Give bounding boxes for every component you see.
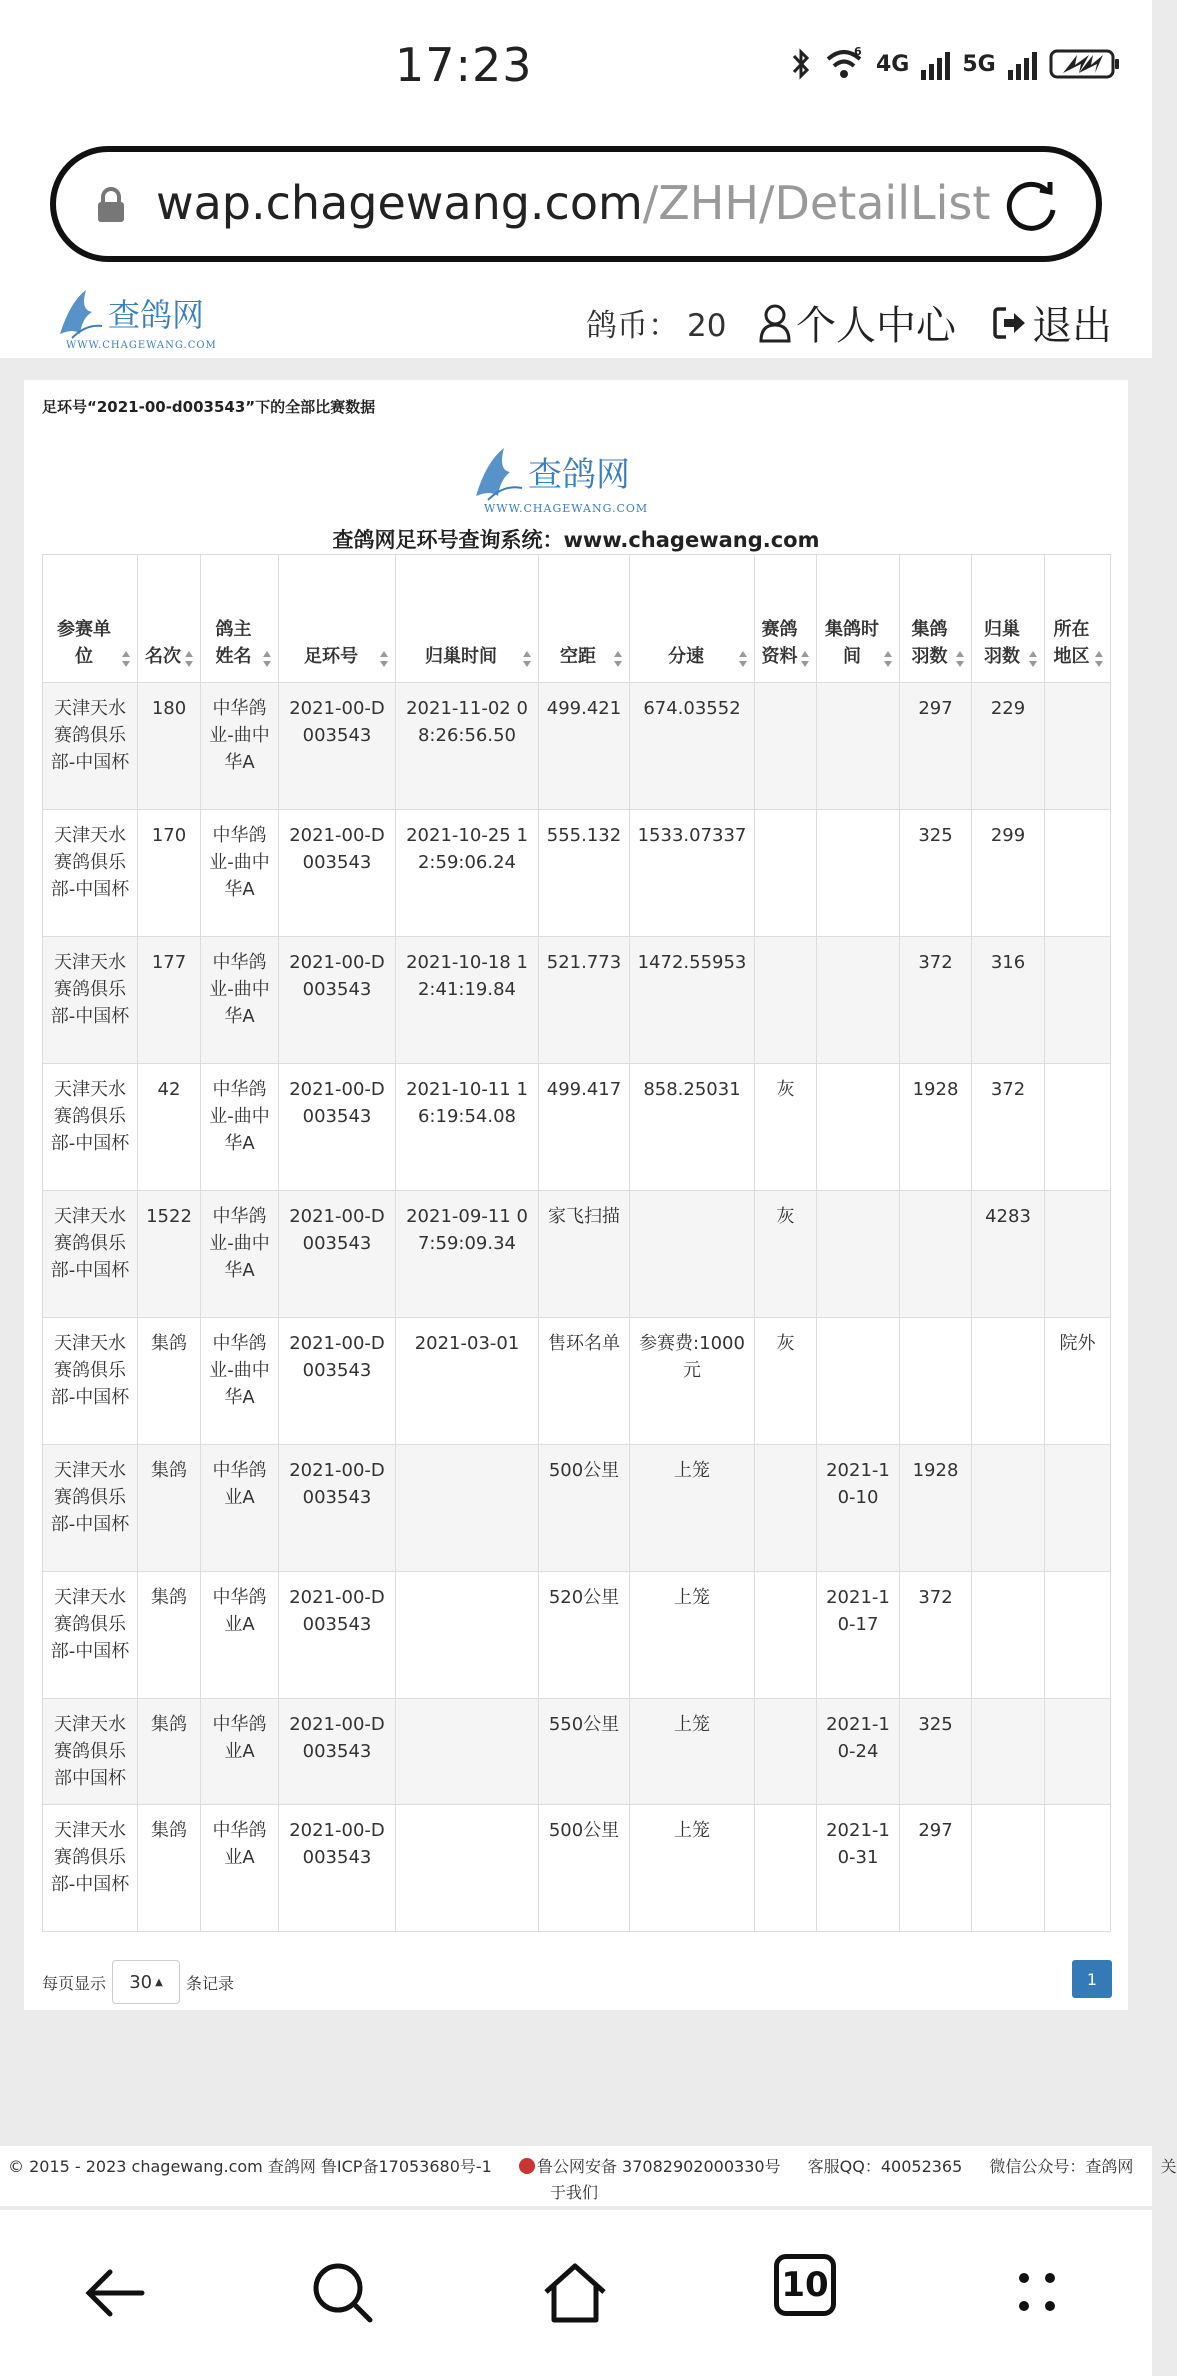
table-cell: 院外 bbox=[1045, 1318, 1111, 1445]
browser-bottom-nav bbox=[0, 2210, 1152, 2376]
table-cell: 参赛费:1000元 bbox=[630, 1318, 755, 1445]
table-row bbox=[43, 1572, 1111, 1699]
sort-icon bbox=[800, 650, 810, 668]
column-header[interactable] bbox=[900, 555, 972, 683]
footer-qq: 客服QQ：40052365 bbox=[807, 2157, 963, 2176]
table-cell bbox=[972, 1699, 1045, 1805]
column-header-label: 归巢时间 bbox=[425, 646, 497, 667]
table-cell: 集鸽 bbox=[138, 1318, 201, 1445]
table-cell: 天津天水赛鸽俱乐部-中国杯 bbox=[43, 1191, 138, 1318]
column-header[interactable] bbox=[396, 555, 539, 683]
table-cell: 372 bbox=[900, 937, 972, 1064]
table-cell bbox=[1045, 1064, 1111, 1191]
signal-bars-icon-2 bbox=[1008, 48, 1037, 80]
table-cell bbox=[755, 683, 817, 810]
table-cell: 中华鸽业-曲中华A bbox=[201, 683, 279, 810]
table-cell: 500公里 bbox=[539, 1805, 630, 1932]
table-cell bbox=[900, 1318, 972, 1445]
table-cell: 天津天水赛鸽俱乐部-中国杯 bbox=[43, 810, 138, 937]
footer-police[interactable] bbox=[519, 2157, 781, 2176]
table-cell bbox=[817, 937, 900, 1064]
table-cell: 中华鸽业-曲中华A bbox=[201, 937, 279, 1064]
page-size-select[interactable] bbox=[112, 1960, 180, 2004]
table-cell: 299 bbox=[972, 810, 1045, 937]
table-cell: 中华鸽业A bbox=[201, 1445, 279, 1572]
results-table bbox=[42, 554, 1111, 1932]
table-cell: 297 bbox=[900, 683, 972, 810]
table-cell bbox=[972, 1445, 1045, 1572]
table-cell: 中华鸽业-曲中华A bbox=[201, 1191, 279, 1318]
table-cell: 天津天水赛鸽俱乐部-中国杯 bbox=[43, 1572, 138, 1699]
table-cell bbox=[817, 810, 900, 937]
footer-copyright: © 2015 - 2023 chagewang.com 查鸽网 鲁ICP备17053680号-1 bbox=[8, 2157, 492, 2176]
table-cell bbox=[755, 1699, 817, 1805]
table-cell: 天津天水赛鸽俱乐部-中国杯 bbox=[43, 1445, 138, 1572]
table-cell: 499.417 bbox=[539, 1064, 630, 1191]
sort-icon bbox=[883, 650, 893, 668]
table-cell: 天津天水赛鸽俱乐部-中国杯 bbox=[43, 683, 138, 810]
table-cell: 天津天水赛鸽俱乐部-中国杯 bbox=[43, 1805, 138, 1932]
table-cell: 325 bbox=[900, 810, 972, 937]
column-header[interactable] bbox=[539, 555, 630, 683]
site-header bbox=[0, 280, 1152, 358]
table-cell: 1928 bbox=[900, 1064, 972, 1191]
table-cell: 2021-03-01 bbox=[396, 1318, 539, 1445]
system-title: 查鸽网足环号查询系统：www.chagewang.com bbox=[332, 528, 820, 552]
table-cell: 中华鸽业-曲中华A bbox=[201, 1064, 279, 1191]
column-header-label: 赛鸽资料 bbox=[761, 619, 798, 667]
browser-toolbar bbox=[0, 130, 1152, 280]
column-header[interactable] bbox=[630, 555, 755, 683]
center-logo bbox=[466, 442, 686, 518]
column-header[interactable] bbox=[972, 555, 1045, 683]
table-cell: 316 bbox=[972, 937, 1045, 1064]
battery-charging-icon bbox=[1049, 47, 1121, 81]
site-footer bbox=[0, 2146, 1177, 2206]
column-header[interactable] bbox=[755, 555, 817, 683]
table-cell: 550公里 bbox=[539, 1699, 630, 1805]
table-cell: 中华鸽业-曲中华A bbox=[201, 1318, 279, 1445]
url-host: wap.chagewang.com bbox=[156, 176, 643, 230]
site-logo[interactable] bbox=[52, 284, 252, 354]
table-cell bbox=[817, 683, 900, 810]
dove-logo-icon-large bbox=[466, 442, 686, 518]
table-cell: 中华鸽业-曲中华A bbox=[201, 810, 279, 937]
column-header-label: 鸽主姓名 bbox=[215, 619, 252, 667]
table-row bbox=[43, 1805, 1111, 1932]
footer-police-text: 鲁公网安备 37082902000330号 bbox=[536, 2157, 781, 2176]
sort-icon bbox=[379, 650, 389, 668]
table-cell: 2021-00-D003543 bbox=[279, 810, 396, 937]
table-cell: 2021-10-31 bbox=[817, 1805, 900, 1932]
center-logo-text: 查鸽网 bbox=[528, 455, 630, 495]
column-header[interactable] bbox=[817, 555, 900, 683]
reload-icon[interactable] bbox=[1000, 174, 1062, 236]
table-cell: 上笼 bbox=[630, 1572, 755, 1699]
police-badge-icon bbox=[519, 2158, 535, 2174]
table-cell: 2021-10-10 bbox=[817, 1445, 900, 1572]
table-cell: 2021-10-25 12:59:06.24 bbox=[396, 810, 539, 937]
table-cell: 2021-00-D003543 bbox=[279, 1445, 396, 1572]
table-cell: 1472.55953 bbox=[630, 937, 755, 1064]
footer-about-b[interactable]: 于我们 bbox=[550, 2183, 599, 2202]
table-cell bbox=[1045, 1805, 1111, 1932]
url-path: /ZHH/DetailList bbox=[642, 176, 991, 230]
table-cell: 499.421 bbox=[539, 683, 630, 810]
sort-icon bbox=[522, 650, 532, 668]
table-cell: 2021-00-D003543 bbox=[279, 683, 396, 810]
table-cell: 555.132 bbox=[539, 810, 630, 937]
table-cell: 4283 bbox=[972, 1191, 1045, 1318]
table-cell: 中华鸽业A bbox=[201, 1572, 279, 1699]
table-cell: 2021-00-D003543 bbox=[279, 937, 396, 1064]
table-cell: 520公里 bbox=[539, 1572, 630, 1699]
sort-icon bbox=[1094, 650, 1104, 668]
table-cell bbox=[900, 1191, 972, 1318]
table-cell bbox=[1045, 1699, 1111, 1805]
table-cell: 上笼 bbox=[630, 1445, 755, 1572]
table-cell: 674.03552 bbox=[630, 683, 755, 810]
table-cell: 中华鸽业A bbox=[201, 1805, 279, 1932]
search-icon[interactable] bbox=[308, 2258, 378, 2328]
table-cell: 2021-00-D003543 bbox=[279, 1699, 396, 1805]
table-row bbox=[43, 1191, 1111, 1318]
column-header-label: 足环号 bbox=[304, 646, 358, 667]
table-cell: 灰 bbox=[755, 1191, 817, 1318]
table-cell: 天津天水赛鸽俱乐部-中国杯 bbox=[43, 1064, 138, 1191]
table-row bbox=[43, 683, 1111, 810]
bluetooth-icon bbox=[790, 47, 812, 81]
table-cell: 2021-00-D003543 bbox=[279, 1191, 396, 1318]
user-icon bbox=[758, 303, 792, 343]
table-cell bbox=[1045, 1191, 1111, 1318]
table-cell: 2021-09-11 07:59:09.34 bbox=[396, 1191, 539, 1318]
table-cell: 集鸽 bbox=[138, 1805, 201, 1932]
table-cell bbox=[755, 810, 817, 937]
table-cell bbox=[755, 1805, 817, 1932]
coins-label: 鸽币： bbox=[586, 308, 679, 344]
sort-icon bbox=[738, 650, 748, 668]
dove-logo-icon bbox=[52, 284, 252, 354]
table-cell: 170 bbox=[138, 810, 201, 937]
lock-icon bbox=[94, 186, 128, 224]
column-header[interactable] bbox=[279, 555, 396, 683]
table-cell: 521.773 bbox=[539, 937, 630, 1064]
table-cell: 集鸽 bbox=[138, 1699, 201, 1805]
page-size-value: 30 bbox=[129, 1971, 153, 1993]
column-header-label: 集鸽时间 bbox=[825, 619, 879, 667]
table-cell: 集鸽 bbox=[138, 1572, 201, 1699]
table-cell bbox=[972, 1572, 1045, 1699]
table-cell bbox=[817, 1318, 900, 1445]
network-5g-label: 5G bbox=[962, 51, 996, 77]
back-arrow-icon[interactable] bbox=[80, 2258, 150, 2328]
table-cell bbox=[755, 1572, 817, 1699]
table-cell bbox=[1045, 683, 1111, 810]
table-cell: 天津天水赛鸽俱乐部中国杯 bbox=[43, 1699, 138, 1805]
table-cell bbox=[755, 937, 817, 1064]
signal-bars-icon bbox=[921, 48, 950, 80]
logout-label: 退出 bbox=[1032, 303, 1112, 349]
table-cell: 灰 bbox=[755, 1064, 817, 1191]
table-cell: 天津天水赛鸽俱乐部-中国杯 bbox=[43, 1318, 138, 1445]
table-cell bbox=[1045, 1572, 1111, 1699]
table-cell: 中华鸽业A bbox=[201, 1699, 279, 1805]
table-cell: 1928 bbox=[900, 1445, 972, 1572]
column-header-label: 名次 bbox=[145, 646, 181, 667]
table-row bbox=[43, 810, 1111, 937]
column-header[interactable] bbox=[138, 555, 201, 683]
table-cell: 2021-00-D003543 bbox=[279, 1805, 396, 1932]
results-panel bbox=[24, 380, 1128, 2010]
table-row bbox=[43, 1445, 1111, 1572]
network-4g-label: 4G bbox=[876, 51, 910, 77]
sort-icon bbox=[613, 650, 623, 668]
table-cell: 家飞扫描 bbox=[539, 1191, 630, 1318]
logout-icon bbox=[992, 305, 1028, 341]
table-row bbox=[43, 1699, 1111, 1805]
table-cell: 2021-10-24 bbox=[817, 1699, 900, 1805]
table-cell: 372 bbox=[972, 1064, 1045, 1191]
menu-dots-icon[interactable] bbox=[1002, 2258, 1072, 2328]
column-header-label: 归巢羽数 bbox=[984, 619, 1020, 667]
wifi-icon bbox=[824, 47, 864, 81]
table-cell bbox=[755, 1445, 817, 1572]
column-header-label: 空距 bbox=[560, 646, 596, 667]
page-size-suffix: 条记录 bbox=[186, 1973, 235, 1993]
footer-about-a[interactable]: 关 bbox=[1160, 2157, 1177, 2176]
column-header-label: 分速 bbox=[668, 646, 704, 667]
table-cell bbox=[396, 1699, 539, 1805]
coins-value: 20 bbox=[687, 308, 727, 344]
table-cell: 372 bbox=[900, 1572, 972, 1699]
table-cell: 1533.07337 bbox=[630, 810, 755, 937]
status-icons bbox=[790, 44, 1121, 84]
table-cell bbox=[1045, 810, 1111, 937]
logo-text: 查鸽网 bbox=[108, 296, 205, 334]
sort-icon bbox=[121, 650, 131, 668]
table-cell bbox=[1045, 937, 1111, 1064]
table-cell: 229 bbox=[972, 683, 1045, 810]
column-header-label: 参赛单位 bbox=[57, 619, 111, 667]
column-header[interactable] bbox=[43, 555, 138, 683]
table-cell: 180 bbox=[138, 683, 201, 810]
table-cell: 2021-10-18 12:41:19.84 bbox=[396, 937, 539, 1064]
user-center-label: 个人中心 bbox=[796, 303, 956, 349]
column-header[interactable] bbox=[201, 555, 279, 683]
user-center-link[interactable] bbox=[758, 294, 956, 351]
page-1-button[interactable]: 1 bbox=[1072, 1960, 1112, 1998]
table-cell bbox=[1045, 1445, 1111, 1572]
table-cell: 集鸽 bbox=[138, 1445, 201, 1572]
logout-link[interactable] bbox=[992, 294, 1112, 351]
clock: 17:23 bbox=[395, 38, 533, 92]
table-cell: 售环名单 bbox=[539, 1318, 630, 1445]
table-row bbox=[43, 937, 1111, 1064]
sort-icon bbox=[184, 650, 194, 668]
table-header-row bbox=[43, 555, 1111, 683]
caret-up-icon: ▲ bbox=[155, 1976, 163, 1988]
tabs-count-button[interactable]: 10 bbox=[774, 2254, 836, 2316]
status-bar bbox=[0, 0, 1152, 130]
table-row bbox=[43, 1318, 1111, 1445]
column-header[interactable] bbox=[1045, 555, 1111, 683]
url-text[interactable] bbox=[156, 176, 1016, 230]
table-cell: 297 bbox=[900, 1805, 972, 1932]
table-row bbox=[43, 1064, 1111, 1191]
sort-icon bbox=[955, 650, 965, 668]
table-cell: 177 bbox=[138, 937, 201, 1064]
table-cell bbox=[817, 1064, 900, 1191]
logo-url-text: WWW.CHAGEWANG.COM bbox=[66, 340, 217, 351]
table-cell: 858.25031 bbox=[630, 1064, 755, 1191]
table-cell bbox=[817, 1191, 900, 1318]
table-cell: 灰 bbox=[755, 1318, 817, 1445]
table-cell bbox=[630, 1191, 755, 1318]
table-cell: 2021-00-D003543 bbox=[279, 1318, 396, 1445]
column-header-label: 所在地区 bbox=[1053, 619, 1090, 667]
table-cell bbox=[396, 1805, 539, 1932]
table-cell: 上笼 bbox=[630, 1805, 755, 1932]
center-logo-url-text: WWW.CHAGEWANG.COM bbox=[484, 502, 649, 515]
page-size-prefix: 每页显示 bbox=[42, 1973, 107, 1993]
table-cell: 500公里 bbox=[539, 1445, 630, 1572]
table-body bbox=[43, 683, 1111, 1932]
table-cell: 天津天水赛鸽俱乐部-中国杯 bbox=[43, 937, 138, 1064]
address-bar[interactable] bbox=[50, 146, 1102, 262]
sort-icon bbox=[1028, 650, 1038, 668]
sort-icon bbox=[262, 650, 272, 668]
coin-balance bbox=[586, 300, 726, 345]
table-cell: 2021-10-17 bbox=[817, 1572, 900, 1699]
table-cell: 2021-10-11 16:19:54.08 bbox=[396, 1064, 539, 1191]
table-cell: 2021-00-D003543 bbox=[279, 1572, 396, 1699]
panel-title: 足环号“2021-00-d003543”下的全部比赛数据 bbox=[42, 398, 376, 416]
table-cell: 2021-11-02 08:26:56.50 bbox=[396, 683, 539, 810]
home-icon[interactable] bbox=[540, 2258, 610, 2328]
footer-line bbox=[8, 2154, 1177, 2177]
page-size-control bbox=[42, 1960, 234, 2004]
table-cell: 1522 bbox=[138, 1191, 201, 1318]
column-header-label: 集鸽羽数 bbox=[911, 619, 948, 667]
table-cell: 上笼 bbox=[630, 1699, 755, 1805]
table-cell: 42 bbox=[138, 1064, 201, 1191]
footer-wechat: 微信公众号：查鸽网 bbox=[989, 2157, 1134, 2176]
table-cell: 325 bbox=[900, 1699, 972, 1805]
table-cell bbox=[972, 1318, 1045, 1445]
table-cell bbox=[396, 1445, 539, 1572]
table-cell: 2021-00-D003543 bbox=[279, 1064, 396, 1191]
table-cell bbox=[972, 1805, 1045, 1932]
wifi-superscript: 6 bbox=[854, 45, 862, 58]
table-cell bbox=[396, 1572, 539, 1699]
